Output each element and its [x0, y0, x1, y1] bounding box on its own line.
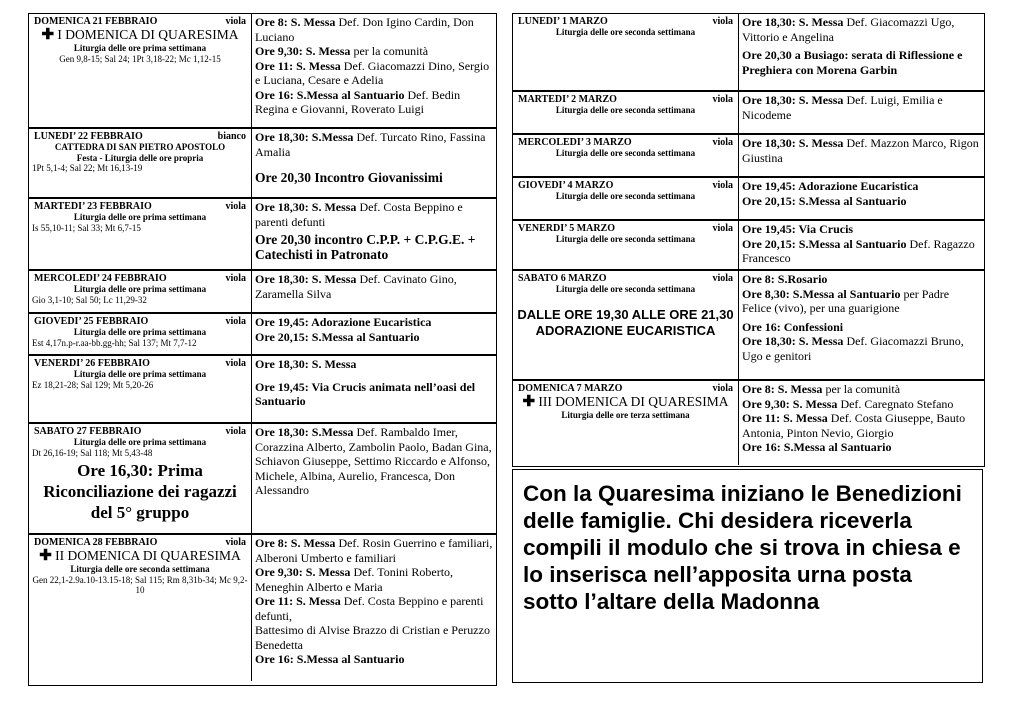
mass-schedule [252, 535, 496, 681]
day-info [513, 135, 739, 176]
event-line: Ore 20,15: S.Messa al Santuario [742, 193, 907, 208]
liturgical-color: viola [225, 273, 246, 284]
mass-type: S. Messa [311, 200, 357, 214]
mass-intention: Def. Bedin Regina e Giovanni, Roverato Luigi [255, 87, 461, 116]
event-line: Ore 20,15: S.Messa al Santuario [255, 329, 420, 344]
day-row [29, 199, 496, 271]
cross-icon: ✚ [522, 394, 536, 410]
liturgical-color: viola [712, 137, 733, 148]
day-row [513, 135, 984, 178]
mass-type: S.Messa [311, 130, 354, 144]
mass-intention: Def. Caregnato Stefano [840, 396, 954, 411]
mass-intention: Def. Mazzon Marco, Rigon Giustina [742, 136, 979, 165]
mass-schedule [739, 178, 984, 219]
mass-intention: Def. Giacomazzi Bruno, Ugo e genitori [742, 334, 964, 363]
day-row [513, 271, 984, 381]
event-line: Ore 19,45: Adorazione Eucaristica [255, 315, 432, 329]
event-line: Ore 16: S.Messa al Santuario [255, 652, 405, 666]
mass-schedule [252, 314, 496, 354]
day-row [29, 535, 496, 681]
highlight-event: Ore 16,30: Prima Riconciliazione dei ragazzi del 5° gruppo [43, 461, 237, 522]
day-date: MARTEDI’ 2 MARZO [518, 94, 617, 105]
liturgical-color: viola [225, 201, 246, 212]
day-date: MARTEDI’ 23 FEBBRAIO [34, 201, 152, 212]
mass-time: Ore 18,30: [742, 334, 796, 348]
mass-intention: Def. Rambaldo Imer, Corazzina Alberto, Zambolin Paolo, Badan Gina, Schiavon Giuseppe, Settimo Riccardo e Alfonso, Michele, Albina, Aurelio, Francesca, Don Alessandro [255, 425, 492, 497]
mass-schedule [739, 221, 984, 269]
day-row [513, 92, 984, 135]
mass-type: S. Messa [305, 565, 351, 579]
mass-type: S. Messa [798, 334, 844, 348]
scripture-refs: Ez 18,21-28; Sal 129; Mt 5,20-26 [32, 379, 154, 390]
liturgy-note: Liturgia delle ore prima settimana [73, 369, 207, 379]
mass-intention: Def. Giacomazzi Dino, Sergio e Luciana, Cesare e Adelia [255, 58, 490, 87]
mass-time: Ore 8: [255, 536, 288, 550]
mass-type: S. Messa [290, 536, 336, 550]
liturgy-note: Festa - Liturgia delle ore propria [76, 152, 204, 163]
mass-schedule [739, 92, 984, 133]
mass-intention: Def. Cavinato Gino, Zaramella Silva [255, 272, 457, 301]
day-date: SABATO 27 FEBBRAIO [34, 426, 142, 437]
mass-type: S.Messa al Santuario [792, 286, 901, 301]
scripture-refs: Gio 3,1-10; Sal 50; Lc 11,29-32 [32, 294, 147, 305]
day-date: LUNEDI’ 1 MARZO [518, 16, 608, 27]
day-row [513, 14, 984, 92]
event-line: Ore 18,30: S. Messa [255, 357, 357, 371]
mass-time: Ore 18,30: [255, 130, 309, 144]
mass-schedule [252, 356, 496, 422]
liturgy-note: Liturgia delle ore prima settimana [73, 43, 207, 53]
mass-time: Ore 18,30: [255, 272, 309, 286]
mass-type: S.Messa [311, 425, 354, 439]
mass-schedule [252, 199, 496, 269]
mass-type: S. Messa [798, 93, 844, 107]
liturgical-color: viola [225, 316, 246, 327]
day-date: SABATO 6 MARZO [518, 273, 607, 284]
scripture-refs: 1Pt 5,1-4; Sal 22; Mt 16,13-19 [32, 163, 143, 173]
liturgy-note: Liturgia delle ore terza settimana [561, 410, 690, 420]
scripture-refs: Dt 26,16-19; Sal 118; Mt 5,43-48 [32, 447, 153, 458]
day-info [513, 92, 739, 133]
mass-intention: Def. Costa Giuseppe, Bauto Antonia, Pinton Nevio, Giorgio [742, 411, 966, 440]
liturgy-note: Liturgia delle ore seconda settimana [555, 148, 696, 158]
liturgical-color: viola [712, 383, 733, 394]
event-line: Ore 19,45: Via Crucis [742, 222, 854, 236]
event-line: Ore 20,30 a Busiago: serata di Riflessione e Preghiera con Morena Garbin [742, 48, 963, 77]
mass-intention: Def. Don Igino Cardin, Don Luciano [255, 15, 474, 44]
mass-schedule [739, 14, 984, 90]
mass-time: Ore 8: [255, 15, 288, 29]
event-line: Ore 19,45: Adorazione Eucaristica [742, 179, 919, 193]
baptism-note: Battesimo di Alvise Brazzo di Cristian e Peruzzo Benedetta [255, 623, 490, 652]
mass-time: Ore 16: [255, 87, 294, 102]
event-line: Ore 8: S.Rosario [742, 272, 828, 286]
mass-time: Ore 8: [742, 382, 775, 396]
day-row [29, 314, 496, 356]
event-line: Ore 19,45: Via Crucis animata nell’oasi del Santuario [255, 379, 476, 408]
mass-time: Ore 8,30: [742, 286, 790, 301]
mass-time: Ore 11: [742, 411, 781, 425]
scripture-refs: Est 4,17n.p-r.aa-bb.gg-hh; Sal 137; Mt 7,7-12 [32, 337, 197, 348]
cross-icon: ✚ [41, 27, 55, 43]
blessing-notice: Con la Quaresima iniziano le Benedizioni delle famiglie. Chi desidera riceverla compili il modulo che si trova in chiesa e lo inserisca nell’apposita urna posta sotto l’altare della Madonna [512, 469, 983, 683]
mass-intention: Def. Ragazzo Francesco [742, 236, 975, 265]
day-row [29, 356, 496, 424]
day-info [29, 535, 252, 681]
mass-type: S. Messa [305, 44, 351, 58]
mass-time: Ore 11: [255, 594, 294, 608]
mass-intention: Def. Rosin Guerrino e familiari, Alberoni Umberto e familiari [255, 536, 493, 565]
mass-time: Ore 18,30: [742, 15, 796, 29]
day-date: VENERDI’ 5 MARZO [518, 223, 616, 234]
scripture-refs: Gen 22,1-2.9a.10-13.15-18; Sal 115; Rm 8,31b-34; Mc 9,2-10 [32, 574, 248, 595]
day-info [29, 14, 252, 127]
day-date: DOMENICA 28 FEBBRAIO [34, 537, 158, 548]
feast-title: II DOMENICA DI QUARESIMA [55, 548, 241, 563]
liturgical-color: viola [712, 223, 733, 234]
mass-schedule [739, 381, 984, 465]
day-info [513, 221, 739, 269]
mass-type: S.Messa al Santuario [798, 236, 907, 251]
liturgy-note: Liturgia delle ore prima settimana [73, 284, 207, 294]
scripture-refs: Gen 9,8-15; Sal 24; 1Pt 3,18-22; Mc 1,12-15 [59, 53, 221, 64]
liturgical-color: bianco [217, 131, 246, 142]
mass-type: S. Messa [296, 58, 341, 73]
mass-time: Ore 20,15: [742, 236, 796, 251]
liturgy-note: Liturgia delle ore seconda settimana [555, 191, 696, 201]
mass-intention: per la comunità [825, 382, 901, 396]
mass-schedule [739, 271, 984, 379]
adoration-banner: DALLE ORE 19,30 ALLE ORE 21,30 ADORAZIONE EUCARISTICA [517, 306, 734, 338]
mass-intention: Def. Luigi, Emilia e Nicodeme [742, 93, 943, 122]
mass-type: S. Messa [783, 411, 828, 425]
day-info [29, 129, 252, 197]
cross-icon: ✚ [39, 548, 52, 564]
day-row [29, 14, 496, 129]
event-line: Ore 16: S.Messa al Santuario [742, 440, 892, 454]
day-info [29, 271, 252, 312]
mass-intention: Def. Tonini Roberto, Meneghin Alberto e Maria [255, 565, 454, 594]
day-row [29, 129, 496, 199]
mass-type: S. Messa [290, 15, 336, 29]
day-row [29, 424, 496, 535]
day-date: GIOVEDI’ 25 FEBBRAIO [34, 316, 149, 327]
day-info [513, 271, 739, 379]
day-info [513, 14, 739, 90]
day-info [29, 314, 252, 354]
mass-intention: Def. Turcato Rino, Fassina Amalia [255, 130, 486, 159]
mass-type: S. Messa [311, 272, 357, 286]
feast-title: III DOMENICA DI QUARESIMA [538, 394, 729, 409]
mass-schedule [252, 424, 496, 533]
day-date: MERCOLEDI’ 3 MARZO [518, 137, 632, 148]
mass-intention: Def. Costa Beppino e parenti defunti, [255, 594, 484, 623]
liturgical-color: viola [712, 273, 733, 284]
liturgy-note: Liturgia delle ore prima settimana [73, 437, 207, 447]
mass-schedule [252, 14, 496, 127]
mass-schedule [739, 135, 984, 176]
mass-time: Ore 18,30: [742, 136, 796, 150]
event-line: Ore 20,30 Incontro Giovanissimi [255, 170, 443, 185]
mass-time: Ore 18,30: [742, 93, 796, 107]
day-date: MERCOLEDI’ 24 FEBBRAIO [34, 273, 167, 284]
mass-type: S. Messa [777, 382, 823, 396]
mass-intention: Def. Giacomazzi Ugo, Vittorio e Angelina [742, 15, 955, 44]
schedule-week-1 [28, 13, 497, 686]
day-row [513, 178, 984, 221]
liturgy-note: Liturgia delle ore seconda settimana [555, 105, 696, 115]
liturgical-color: viola [225, 537, 246, 548]
feast-title: I DOMENICA DI QUARESIMA [57, 27, 239, 42]
liturgical-color: viola [712, 16, 733, 27]
liturgical-color: viola [712, 94, 733, 105]
liturgical-color: viola [712, 180, 733, 191]
day-date: DOMENICA 7 MARZO [518, 383, 623, 394]
mass-schedule [252, 129, 496, 197]
liturgical-color: viola [225, 358, 246, 369]
day-info [29, 424, 252, 533]
liturgy-note: Liturgia delle ore seconda settimana [555, 27, 696, 37]
day-date: VENERDI’ 26 FEBBRAIO [34, 358, 150, 369]
mass-time: Ore 11: [255, 58, 294, 73]
day-info [513, 381, 739, 465]
mass-type: S. Messa [296, 594, 341, 608]
schedule-table [512, 13, 985, 467]
liturgy-note: Liturgia delle ore seconda settimana [555, 284, 696, 294]
mass-intention: Def. Costa Beppino e parenti defunti [255, 200, 463, 229]
mass-intention: per la comunità [353, 44, 429, 58]
day-date: DOMENICA 21 FEBBRAIO [34, 16, 158, 27]
mass-type: S.Messa al Santuario [296, 87, 405, 102]
event-line: Ore 16: Confessioni [742, 319, 844, 334]
liturgy-note: Liturgia delle ore seconda settimana [70, 564, 210, 574]
event-line: Ore 20,30 incontro C.P.P. + C.P.G.E. + Catechisti in Patronato [255, 232, 476, 262]
mass-schedule [252, 271, 496, 312]
day-row [513, 381, 984, 465]
feast-title: CATTEDRA DI SAN PIETRO APOSTOLO [54, 142, 226, 152]
mass-time: Ore 9,30: [742, 396, 790, 411]
day-date: GIOVEDI’ 4 MARZO [518, 180, 614, 191]
liturgy-note: Liturgia delle ore seconda settimana [555, 234, 696, 244]
liturgical-color: viola [225, 16, 246, 27]
mass-time: Ore 9,30: [255, 44, 303, 58]
day-date: LUNEDI’ 22 FEBBRAIO [34, 131, 143, 142]
mass-time: Ore 9,30: [255, 565, 303, 579]
liturgy-note: Liturgia delle ore prima settimana [73, 327, 207, 337]
mass-time: Ore 18,30: [255, 200, 309, 214]
day-info [29, 356, 252, 422]
liturgy-note: Liturgia delle ore prima settimana [73, 212, 207, 222]
liturgical-color: viola [225, 426, 246, 437]
day-info [29, 199, 252, 269]
mass-type: S. Messa [798, 136, 844, 150]
mass-type: S. Messa [792, 396, 838, 411]
day-row [513, 221, 984, 271]
day-row [29, 271, 496, 314]
scripture-refs: Is 55,10-11; Sal 33; Mt 6,7-15 [32, 222, 141, 233]
day-info [513, 178, 739, 219]
mass-intention: per Padre Felice (vivo), per una guarigione [742, 286, 950, 315]
mass-type: S. Messa [798, 15, 844, 29]
mass-time: Ore 18,30: [255, 425, 309, 439]
